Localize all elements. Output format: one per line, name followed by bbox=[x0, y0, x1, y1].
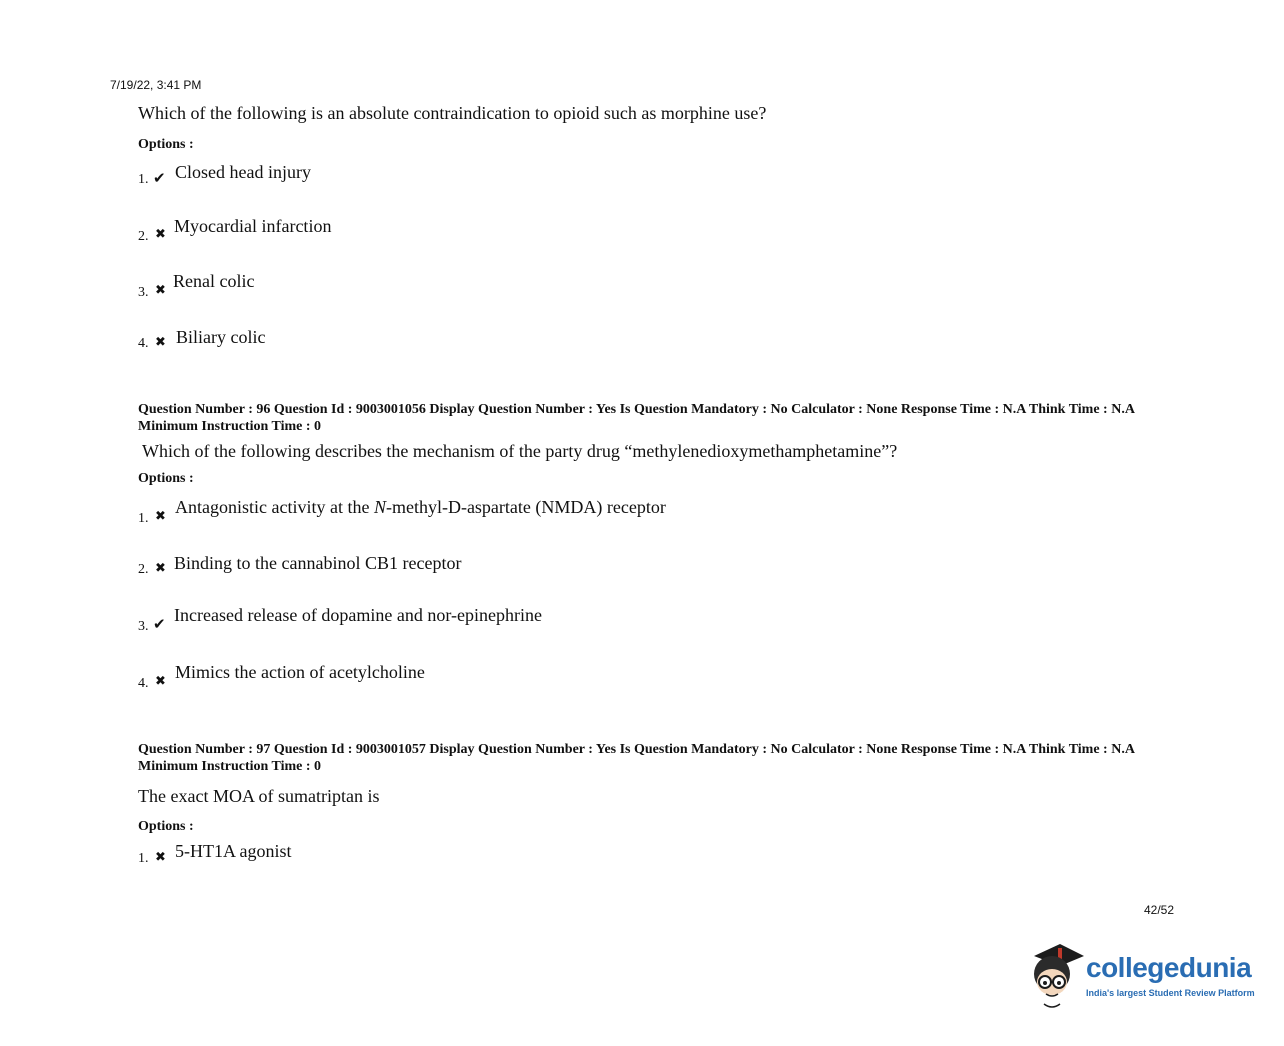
check-icon: ✔ bbox=[153, 617, 166, 633]
option-number: 4. bbox=[138, 676, 149, 691]
option-number: 3. bbox=[138, 285, 149, 300]
page-number: 42/52 bbox=[1144, 903, 1175, 917]
question-97-options-label: Options : bbox=[138, 819, 194, 834]
question-96-text: Which of the following describes the mechanism of the party drug “methylenedioxymethamphetamine”? bbox=[142, 441, 898, 461]
print-timestamp: 7/19/22, 3:41 PM bbox=[110, 78, 202, 92]
collegedunia-logo bbox=[1026, 938, 1256, 1010]
question-96-options-label: Options : bbox=[138, 471, 194, 486]
cross-icon: ✖ bbox=[155, 282, 166, 297]
logo-tagline: India's largest Student Review Platform bbox=[1086, 988, 1255, 998]
option-number: 2. bbox=[138, 229, 149, 244]
option-text: Mimics the action of acetylcholine bbox=[175, 662, 425, 682]
cross-icon: ✖ bbox=[155, 673, 166, 688]
option-text: Myocardial infarction bbox=[174, 216, 332, 236]
cross-icon: ✖ bbox=[155, 560, 166, 575]
option-number: 1. bbox=[138, 172, 149, 187]
cross-icon: ✖ bbox=[155, 849, 166, 864]
option-text: Biliary colic bbox=[176, 327, 266, 347]
cross-icon: ✖ bbox=[155, 334, 166, 349]
cross-icon: ✖ bbox=[155, 508, 166, 523]
option-number: 1. bbox=[138, 851, 149, 866]
option-number: 4. bbox=[138, 336, 149, 351]
option-number: 3. bbox=[138, 619, 149, 634]
option-text: Closed head injury bbox=[175, 162, 311, 182]
student-mascot-icon bbox=[1026, 938, 1086, 1010]
question-97-text: The exact MOA of sumatriptan is bbox=[138, 786, 380, 806]
option-text: Increased release of dopamine and nor-epinephrine bbox=[174, 605, 542, 625]
option-number: 1. bbox=[138, 511, 149, 526]
option-text: Antagonistic activity at the N-methyl-D-aspartate (NMDA) receptor bbox=[175, 497, 666, 517]
check-icon: ✔ bbox=[153, 171, 166, 187]
question-95-options-label: Options : bbox=[138, 137, 194, 152]
logo-wordmark: collegedunia bbox=[1086, 952, 1252, 983]
question-97-meta: Question Number : 97 Question Id : 9003001057 Display Question Number : Yes Is Question Mandatory : No Calculator : None Response Time : N.A Think Time : N.A Minimum Instruction Time : 0 bbox=[138, 742, 1135, 774]
cross-icon: ✖ bbox=[155, 226, 166, 241]
option-text: Renal colic bbox=[173, 271, 255, 291]
option-text: 5-HT1A agonist bbox=[175, 841, 292, 861]
question-95-text: Which of the following is an absolute contraindication to opioid such as morphine use? bbox=[138, 103, 767, 123]
option-text: Binding to the cannabinol CB1 receptor bbox=[174, 553, 462, 573]
option-number: 2. bbox=[138, 562, 149, 577]
question-96-meta: Question Number : 96 Question Id : 9003001056 Display Question Number : Yes Is Question Mandatory : No Calculator : None Response Time : N.A Think Time : N.A Minimum Instruction Time : 0 bbox=[138, 402, 1135, 434]
